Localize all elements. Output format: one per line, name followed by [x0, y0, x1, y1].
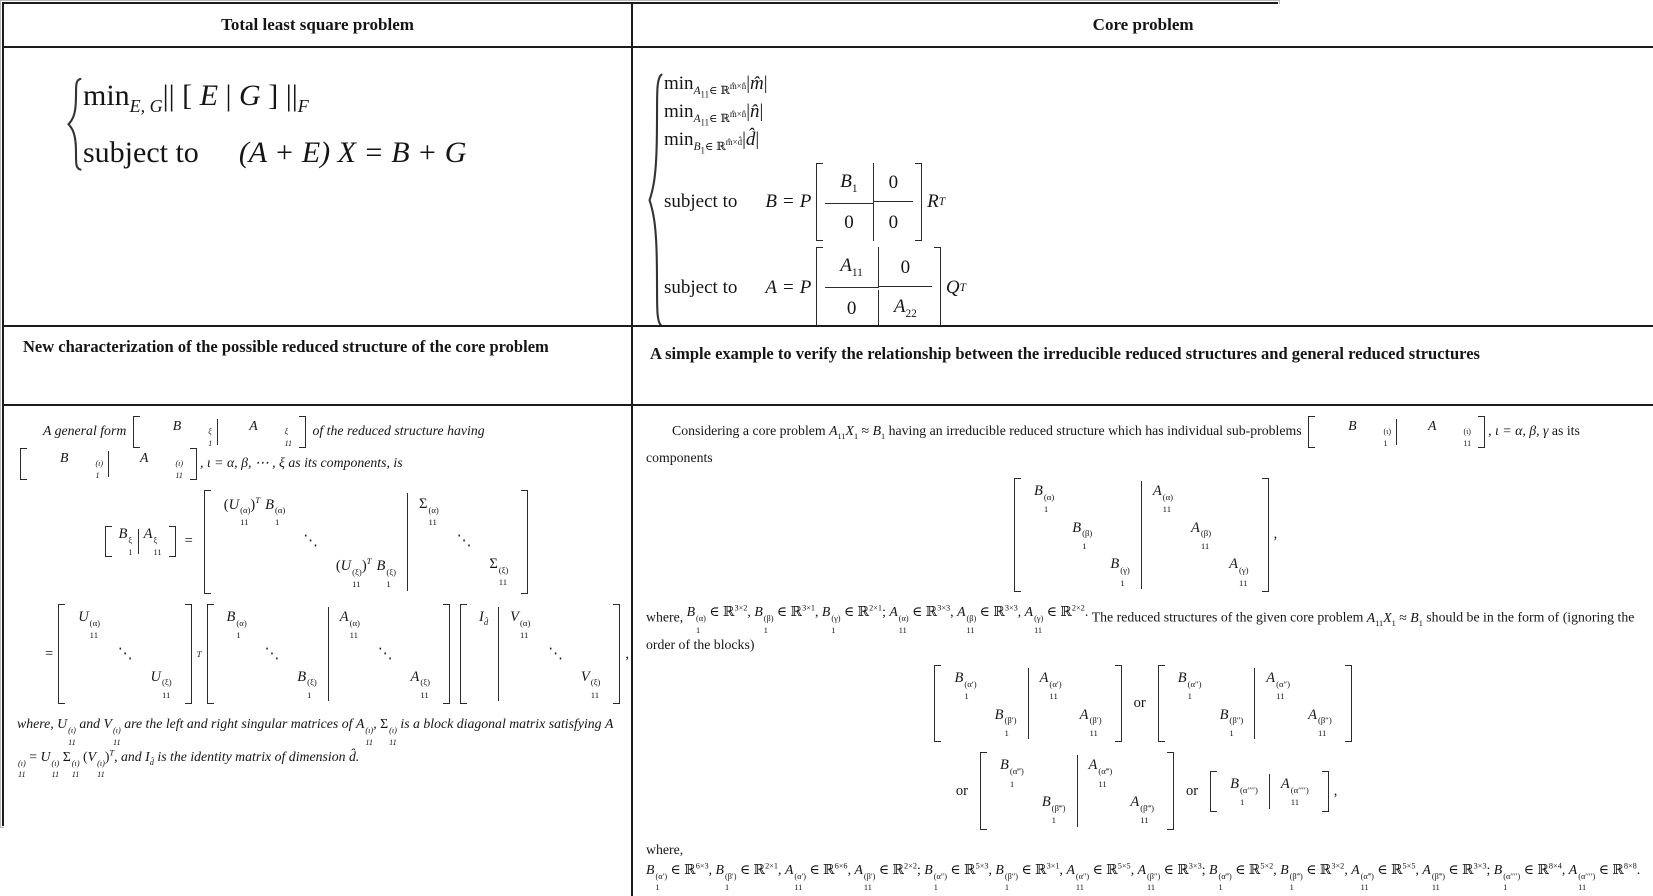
right-irreducible-matrix: B (α) 1 B (β) 1 B (γ) 1 A (α) 11 A (β) 11 A (γ) 11 ,: [646, 478, 1640, 592]
bracket-left: [980, 752, 987, 830]
reduced-structures-row-1: B (α′) 1 B (β′) 1 A (α′) 11 A (β′) 11 or B (α″) 1 B (β″) 1 A (α″) 11 A (β″) 11: [646, 665, 1640, 743]
u-diagonal-matrix: U (α) 11 ⋱ U (ξ) 11: [58, 604, 191, 705]
curly-brace-icon: [66, 78, 83, 171]
dimension-item: A (α″) 11 ∈ ℝ$^{5\times 5}$,: [1066, 861, 1138, 893]
bracket-right: [915, 163, 922, 242]
left-equation-1: B ξ 1 A ξ 11 = (U (α) 11 )$^T$ B (α) 1 ⋱ (U (ξ) 11 )$^T$ B (ξ) 1 Σ (α) 11 ⋱ Σ (ξ) 11: [17, 490, 618, 594]
core-min-lines: [664, 72, 966, 157]
bracket-left: [1158, 665, 1165, 743]
header-core: Core problem: [631, 4, 1653, 46]
bracket-right: [1167, 752, 1174, 830]
b-block-matrix: $B_1$ 0 0 0: [816, 163, 922, 242]
dimension-item: B (α′) 1 ∈ ℝ$^{6\times 3}$,: [646, 861, 716, 893]
dimension-item: B (α″) 1 ∈ ℝ$^{5\times 3}$,: [924, 861, 996, 893]
curly-brace-icon: [647, 72, 664, 328]
bracket-left: [934, 665, 941, 743]
bracket-right: [1115, 665, 1122, 743]
left-equation-2: = U (α) 11 ⋱ U (ξ) 11 T B (α) 1 ⋱ B (ξ) 1 A (α) 11 ⋱ A (ξ) 11 $I_{d̂}$ V (α) 11 ⋱ V (ξ) 11 ,: [45, 604, 618, 705]
svd-product-matrix: (U (α) 11 )$^T$ B (α) 1 ⋱ (U (ξ) 11 )$^T$ B (ξ) 1 Σ (α) 11 ⋱ Σ (ξ) 11: [204, 490, 529, 594]
dimension-item: B (β″) 1 ∈ ℝ$^{3\times 1}$,: [995, 861, 1067, 893]
comparison-table: [2, 2, 1641, 893]
tls-constraint: subject to (A + E) X = B + G: [83, 135, 467, 169]
core-system: [647, 72, 1653, 328]
inline-bracket-math: B ξ 1 A ξ 11: [133, 416, 306, 448]
a-block-matrix: $A_{11}$ 0 0 $A_{22}$: [816, 247, 941, 328]
bracket-right: [1322, 771, 1329, 812]
core-min-line: $\min_{A_{11}\in ℝ^{m̂\times n̂}}|n̂|$: [664, 101, 764, 128]
example-cell: [631, 404, 1653, 896]
dimension-item: A (γ) 11 ∈ ℝ$^{2\times 2}$.: [1024, 603, 1092, 635]
reduced-structures-row-2: or B (α‴) 1 B (β‴) 1 A (α‴) 11 A (β‴) 11 or B (α′′′′) 1 A (α′′′′) 11 ,: [646, 752, 1640, 830]
bracket-left: [460, 604, 467, 705]
bracket-right: [443, 604, 450, 705]
right-dims-paragraph-1: where, B (α) 1 ∈ ℝ$^{3\times 2}$, B (β) 1 ∈ ℝ$^{3\times 1}$, B (γ) 1 ∈ ℝ$^{2\times 1}$; A (α) 11 ∈ ℝ$^{3\times 3}$, A (β) 11 ∈ ℝ$^{3\times 3}$, A (γ) 11 ∈ ℝ$^{2\times 2}$. The reduced structures of the given core problem $A_{11}X_1 \approx B_1$ should be in the form of (ignoring the order of the blocks): [646, 603, 1635, 652]
dimension-item: B (γ) 1 ∈ ℝ$^{2\times 1}$;: [821, 603, 890, 635]
tls-system: [66, 78, 631, 171]
bracket-right: [521, 490, 528, 594]
dimension-item: A (β″) 11 ∈ ℝ$^{3\times 3}$;: [1137, 861, 1210, 893]
ba-diagonal-matrix: B (α) 1 ⋱ B (ξ) 1 A (α) 11 ⋱ A (ξ) 11: [207, 604, 450, 705]
bracket-right: [613, 604, 620, 705]
core-constraint-b: subject to B = P $B_1$ 0 0 0 R T: [664, 163, 966, 242]
dimension-item: B (α‴) 1 ∈ ℝ$^{5\times 2}$,: [1209, 861, 1281, 893]
core-constraint-a: subject to A = P $A_{11}$ 0 0 $A_{22}$ Q T: [664, 247, 966, 328]
bracket-right: [1262, 478, 1269, 592]
inline-bracket-math: B (ι) 1 A (ι) 11: [1308, 416, 1485, 448]
header-tls: Total least square problem: [4, 4, 631, 46]
header-new-characterization: New characterization of the possible reduced structure of the core problem: [4, 325, 631, 404]
dimension-item: B (α′′′′) 1 ∈ ℝ$^{8\times 4}$,: [1493, 861, 1569, 893]
bracket-right: [1345, 665, 1352, 743]
bracket-left: [58, 604, 65, 705]
right-paragraph-1: Considering a core problem $A_{11}X_1 \approx B_1$ having an irreducible reduced structure which has individual sub-problems B (ι) 1 A (ι) 11 , ι = α, β, γ as its components: [646, 418, 1580, 465]
inline-bracket-math: B (ι) 1 A (ι) 11: [20, 448, 197, 480]
header-simple-example: A simple example to verify the relationship between the irreducible reduced structures and general reduced structures: [631, 325, 1653, 404]
bracket-right: [934, 247, 941, 328]
core-min-line: $\min_{B_1\in ℝ^{m̂\times d̂}}|d̂|$: [664, 129, 760, 156]
reduced-matrix-doubleprime: B (α″) 1 B (β″) 1 A (α″) 11 A (β″) 11: [1158, 665, 1352, 743]
dimension-item: B (β) 1 ∈ ℝ$^{3\times 1}$,: [754, 603, 822, 635]
dimension-item: A (α) 11 ∈ ℝ$^{3\times 3}$,: [889, 603, 958, 635]
reduced-matrix-prime: B (α′) 1 B (β′) 1 A (α′) 11 A (β′) 11: [934, 665, 1121, 743]
reduced-matrix-quadprime: B (α′′′′) 1 A (α′′′′) 11: [1210, 771, 1329, 812]
tls-objective: $\min_{E, G}||$ [ E | G ] $||_F$: [83, 79, 309, 116]
bracket-left: [1014, 478, 1021, 592]
dimension-item: A (β′) 11 ∈ ℝ$^{2\times 2}$;: [854, 861, 925, 893]
lhs-bracket-math: B ξ 1 A ξ 11: [105, 526, 176, 557]
iv-matrix: $I_{d̂}$ V (α) 11 ⋱ V (ξ) 11: [460, 604, 620, 705]
dimension-item: B (β′) 1 ∈ ℝ$^{2\times 1}$,: [715, 861, 785, 893]
dimension-item: A (α′) 11 ∈ ℝ$^{6\times 6}$,: [784, 861, 855, 893]
dimension-item: A (β) 11 ∈ ℝ$^{3\times 3}$,: [957, 603, 1025, 635]
left-paragraph-1: A general form B ξ 1 A ξ 11 of the reduced structure having B (ι) 1 A (ι) 11 , ι = α, β, ⋯ , ξ as its components, is: [17, 416, 618, 480]
reduced-matrix-tripleprime: B (α‴) 1 B (β‴) 1 A (α‴) 11 A (β‴) 11: [980, 752, 1174, 830]
dimension-item: A (β‴) 11 ∈ ℝ$^{3\times 3}$;: [1422, 861, 1494, 893]
dimension-item: A (α′′′′) 11 ∈ ℝ$^{8\times 8}$.: [1568, 861, 1641, 893]
characterization-cell: [4, 404, 631, 896]
core-cell: [631, 46, 1653, 325]
bracket-left: [204, 490, 211, 594]
dimension-item: B (β‴) 1 ∈ ℝ$^{3\times 2}$,: [1280, 861, 1352, 893]
core-min-line: $\min_{A_{11}\in ℝ^{m̂\times n̂}}|m̂|$: [664, 73, 768, 100]
bracket-right: [185, 604, 192, 705]
right-dims-paragraph-2: where, B (α′) 1 ∈ ℝ$^{6\times 3}$, B (β′) 1 ∈ ℝ$^{2\times 1}$, A (α′) 11 ∈ ℝ$^{6\times 6}$, A (β′) 11 ∈ ℝ$^{2\times 2}$; B (α″) 1 ∈ ℝ$^{5\times 3}$, B (β″) 1 ∈ ℝ$^{3\times 1}$, A (α″) 11 ∈ ℝ$^{5\times 5}$, A (β″) 11 ∈ ℝ$^{3\times 3}$; B (α‴) 1 ∈ ℝ$^{5\times 2}$, B (β‴) 1 ∈ ℝ$^{3\times 2}$, A (α‴) 11 ∈ ℝ$^{5\times 5}$, A (β‴) 11 ∈ ℝ$^{3\times 3}$; B (α′′′′) 1 ∈ ℝ$^{8\times 4}$, A (α′′′′) 11 ∈ ℝ$^{8\times 8}$.: [646, 842, 1641, 893]
bracket-left: [1210, 771, 1217, 812]
dims-list-1: [686, 603, 1092, 635]
dimension-item: A (α‴) 11 ∈ ℝ$^{5\times 5}$,: [1351, 861, 1423, 893]
bracket-left: [816, 247, 823, 328]
bracket-left: [816, 163, 823, 242]
dimension-item: B (α) 1 ∈ ℝ$^{3\times 2}$,: [686, 603, 755, 635]
left-paragraph-2: where, U (ι) 11 and V (ι) 11 are the left and right singular matrices of A (ι) 11 , Σ (ι) 11 is a block diagonal matrix satisfying A (ι) 11 = U (ι) 11 Σ (ι) 11 (V (ι) 11 )$^T$, and $I_{d̂}$ is the identity matrix of dimension d̂.: [17, 716, 614, 780]
tls-cell: [4, 46, 631, 325]
bracket-left: [207, 604, 214, 705]
